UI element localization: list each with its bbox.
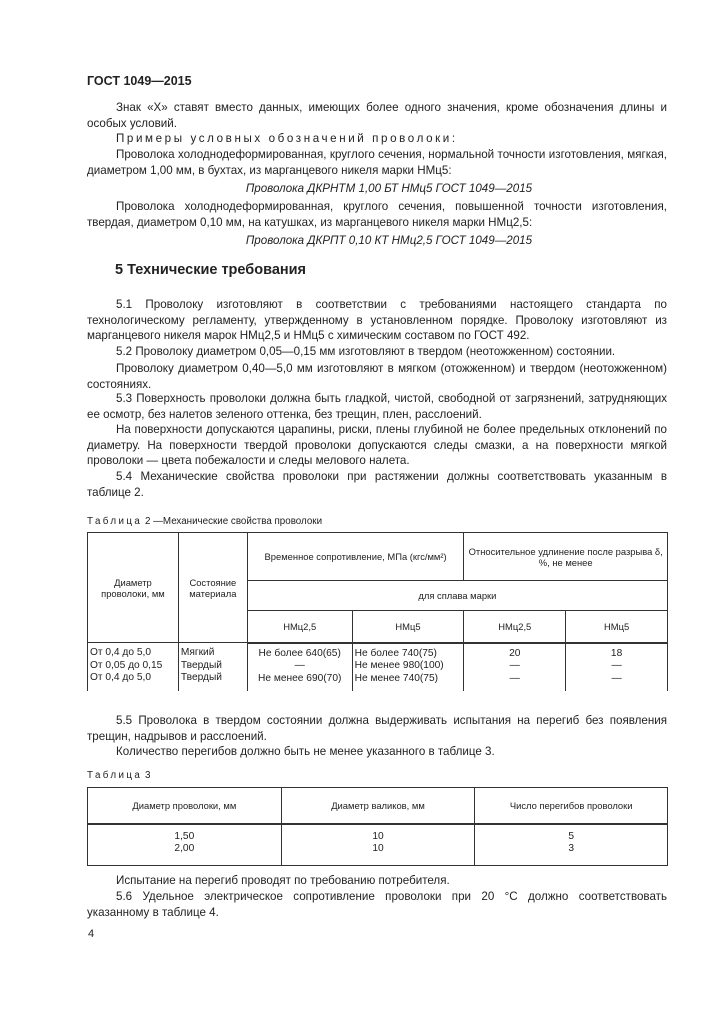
paragraph-5-2b: Проволоку диаметром 0,40—5,0 мм изготовляют в мягком (отожженном) и твердом (неотожженном) состояниях.	[87, 362, 667, 391]
table-3-col-bends	[475, 824, 668, 866]
example-1-designation: Проволока ДКРНТМ 1,00 БТ НМц5 ГОСТ 1049—2015	[245, 182, 533, 195]
table-cell: —	[611, 672, 622, 684]
table-2-header-alloy: для сплава марки	[247, 581, 667, 611]
table-2-header-alloy-elong-nmts25: НМц2,5	[464, 611, 566, 643]
table-2-col-diameter	[88, 643, 179, 691]
table-2-col-elong-nmts5	[566, 643, 668, 691]
table-cell: Не менее 690(70)	[257, 672, 342, 684]
document-header: ГОСТ 1049—2015	[87, 74, 192, 88]
table-3-header-diameter: Диаметр проволоки, мм	[88, 788, 282, 824]
table-cell: —	[611, 660, 622, 671]
example-1-text: Проволока холоднодеформированная, круглого сечения, нормальной точности изготовления, мягкая, диаметром 1,00 мм, в бухтах, из марганцевого никеля марки НМц5:	[87, 148, 667, 177]
table-cell: —	[509, 660, 520, 671]
table-cell: 10	[372, 830, 384, 842]
table-cell: 20	[509, 647, 521, 659]
paragraph-bend-test: Испытание на перегиб проводят по требованию потребителя.	[116, 874, 450, 887]
paragraph-5-3b: На поверхности допускаются царапины, риски, плены глубиной не более предельных отклонений по диаметру. На поверхности твердой проволоки допускаются следы смазки, а на поверхности мягкой проволоки — цвета побежалости и следы мелового налета.	[87, 423, 667, 468]
table-cell: 18	[610, 647, 623, 659]
paragraph-5-4: 5.4 Механические свойства проволоки при растяжении должны соответствовать указанным в таблице 2.	[87, 470, 667, 499]
table-2-col-elong-nmts25	[464, 643, 566, 691]
paragraph-5-2a: 5.2 Проволоку диаметром 0,05—0,15 мм изготовляют в твердом (неотожженном) состоянии.	[116, 345, 616, 358]
table-cell: —	[509, 672, 520, 684]
paragraph-x-note: Знак «Х» ставят вместо данных, имеющих более одного значения, кроме обозначения длины и особых условий.	[87, 101, 667, 130]
table-2	[87, 532, 668, 691]
table-cell: Не более 740(75)	[354, 647, 437, 659]
paragraph-5-3a: 5.3 Поверхность проволоки должна быть гладкой, чистой, свободной от загрязнений, затрудняющих ее осмотр, без налетов зеленого оттенка, без трещин, плен, расслоений.	[87, 392, 667, 421]
table-2-col-state	[178, 643, 247, 691]
table-cell: Твердый	[180, 672, 223, 683]
table-cell: 10	[372, 843, 384, 854]
table-2-header-alloy-strength-nmts5: НМц5	[352, 611, 464, 643]
table-2-col-strength-nmts5	[352, 643, 464, 691]
table-cell: 2,00	[174, 843, 195, 854]
table-3	[87, 787, 668, 866]
table-2-header-diameter: Диаметр проволоки, мм	[88, 533, 179, 643]
example-2-designation: Проволока ДКРПТ 0,10 КТ НМц2,5 ГОСТ 1049—2015	[245, 234, 533, 247]
table-2-header-alloy-elong-nmts5: НМц5	[566, 611, 668, 643]
table-2-caption-title: 2 —Механические свойства проволоки	[144, 516, 323, 527]
table-2-header-state: Состояние материала	[178, 533, 247, 643]
table-2-header-strength: Временное сопротивление, МПа (кгс/мм²)	[247, 533, 464, 581]
table-2-caption-word: Таблица	[87, 516, 143, 527]
table-3-caption-word: Таблица	[87, 770, 143, 781]
paragraph-5-6: 5.6 Удельное электрическое сопротивление проволоки при 20 °С должно соответствовать указанному в таблице 4.	[87, 890, 667, 919]
table-3-col-diameter	[88, 824, 282, 866]
paragraph-5-1: 5.1 Проволоку изготовляют в соответствии с требованиями настоящего стандарта по технологическому регламенту, утвержденному в установленном порядке. Проволоку изготовляют из марганцевого никеля марок НМц2,5 и НМц5 с химическим составом по ГОСТ 492.	[87, 298, 667, 343]
paragraph-5-5a: 5.5 Проволока в твердом состоянии должна выдерживать испытания на перегиб без появления трещин, надрывов и расслоений.	[87, 714, 667, 743]
table-cell: —	[294, 660, 305, 671]
table-cell: От 0,4 до 5,0	[90, 672, 152, 683]
examples-heading: Примеры условных обозначений проволоки:	[116, 132, 458, 145]
table-cell: Твердый	[180, 659, 223, 671]
section-title: 5 Технические требования	[115, 262, 307, 278]
table-cell: От 0,4 до 5,0	[90, 647, 152, 658]
table-cell: От 0,05 до 0,15	[90, 659, 163, 671]
table-cell: Не более 640(65)	[258, 647, 341, 659]
table-cell: Не менее 980(100)	[354, 660, 444, 671]
table-3-caption-number: 3	[144, 770, 151, 781]
table-3-header-roller: Диаметр валиков, мм	[281, 788, 475, 824]
paragraph-5-5b: Количество перегибов должно быть не менее указанного в таблице 3.	[116, 745, 495, 758]
table-3-col-roller	[281, 824, 475, 866]
table-cell: Мягкий	[180, 647, 215, 658]
table-cell: 3	[568, 843, 574, 854]
table-2-header-alloy-strength-nmts25: НМц2,5	[247, 611, 352, 643]
table-cell: Не менее 740(75)	[354, 672, 439, 684]
table-cell: 1,50	[174, 830, 195, 842]
table-3-caption	[87, 770, 150, 781]
page-number: 4	[88, 928, 95, 940]
table-3-header-bends: Число перегибов проволоки	[475, 788, 668, 824]
table-2-header-elongation: Относительное удлинение после разрыва δ, %, не менее	[464, 533, 668, 581]
table-2-col-strength-nmts25	[247, 643, 352, 691]
table-cell: 5	[568, 830, 574, 842]
example-2-text: Проволока холоднодеформированная, круглого сечения, повышенной точности изготовления, твердая, диаметром 0,10 мм, на катушках, из марганцевого никеля марки НМц2,5:	[87, 200, 667, 229]
table-2-caption	[87, 516, 322, 527]
